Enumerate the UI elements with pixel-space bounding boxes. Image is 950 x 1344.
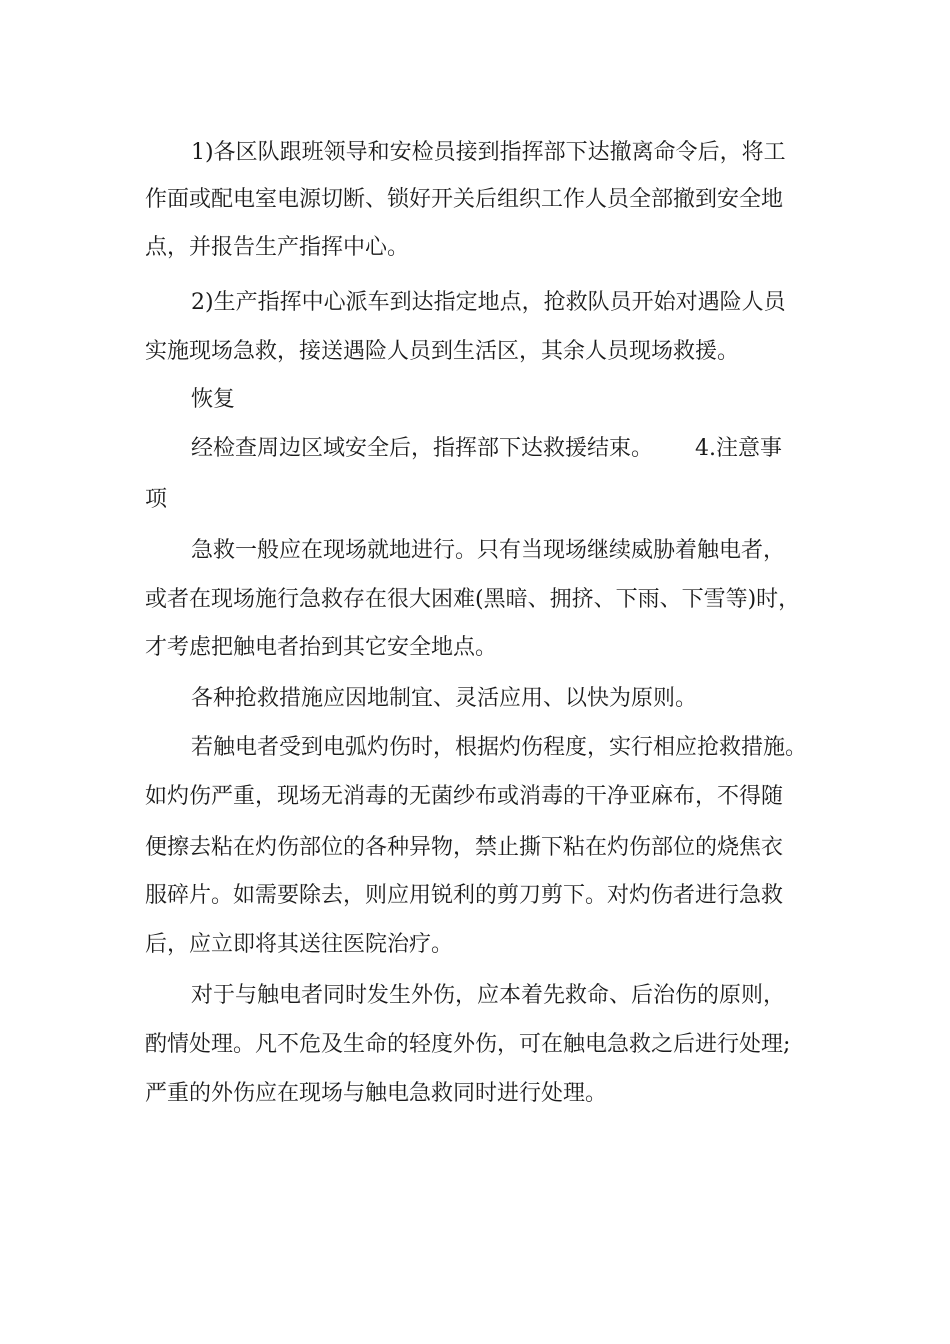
text-line: 若触电者受到电弧灼伤时，根据灼伤程度，实行相应抢救措施。 — [191, 735, 808, 760]
text-line: 点，并报告生产指挥中心。 — [145, 235, 410, 260]
text-line: 便擦去粘在灼伤部位的各种异物，禁止撕下粘在灼伤部位的烧焦衣 — [145, 835, 784, 860]
text-line: 如灼伤严重，现场无消毒的无菌纱布或消毒的干净亚麻布，不得随 — [145, 784, 784, 809]
text-line: 经检查周边区域安全后，指挥部下达救援结束。 4.注意事 — [191, 436, 782, 461]
text-line: 急救一般应在现场就地进行。只有当现场继续威胁着触电者， — [191, 538, 786, 563]
text-line: 对于与触电者同时发生外伤，应本着先救命、后治伤的原则， — [191, 983, 786, 1008]
text-line: 服碎片。如需要除去，则应用锐利的剪刀剪下。对灼伤者进行急救 — [145, 883, 784, 908]
section-heading: 恢复 — [191, 387, 236, 412]
text-line: 或者在现场施行急救存在很大困难(黑暗、拥挤、下雨、下雪等)时， — [145, 587, 801, 612]
text-line: 酌情处理。凡不危及生命的轻度外伤，可在触电急救之后进行处理; — [145, 1032, 791, 1057]
text-line: 2)生产指挥中心派车到达指定地点，抢救队员开始对遇险人员 — [191, 290, 786, 315]
text-line: 作面或配电室电源切断、锁好开关后组织工作人员全部撤到安全地 — [145, 187, 784, 212]
text-line: 严重的外伤应在现场与触电急救同时进行处理。 — [145, 1081, 608, 1106]
text-line: 各种抢救措施应因地制宜、灵活应用、以快为原则。 — [191, 686, 698, 711]
text-line: 后，应立即将其送往医院治疗。 — [145, 932, 454, 957]
text-line: 项 — [145, 487, 168, 512]
text-line: 实施现场急救，接送遇险人员到生活区，其余人员现场救援。 — [145, 339, 740, 364]
text-line: 才考虑把触电者抬到其它安全地点。 — [145, 635, 498, 660]
text-line: 1)各区队跟班领导和安检员接到指挥部下达撤离命令后，将工 — [191, 140, 786, 165]
